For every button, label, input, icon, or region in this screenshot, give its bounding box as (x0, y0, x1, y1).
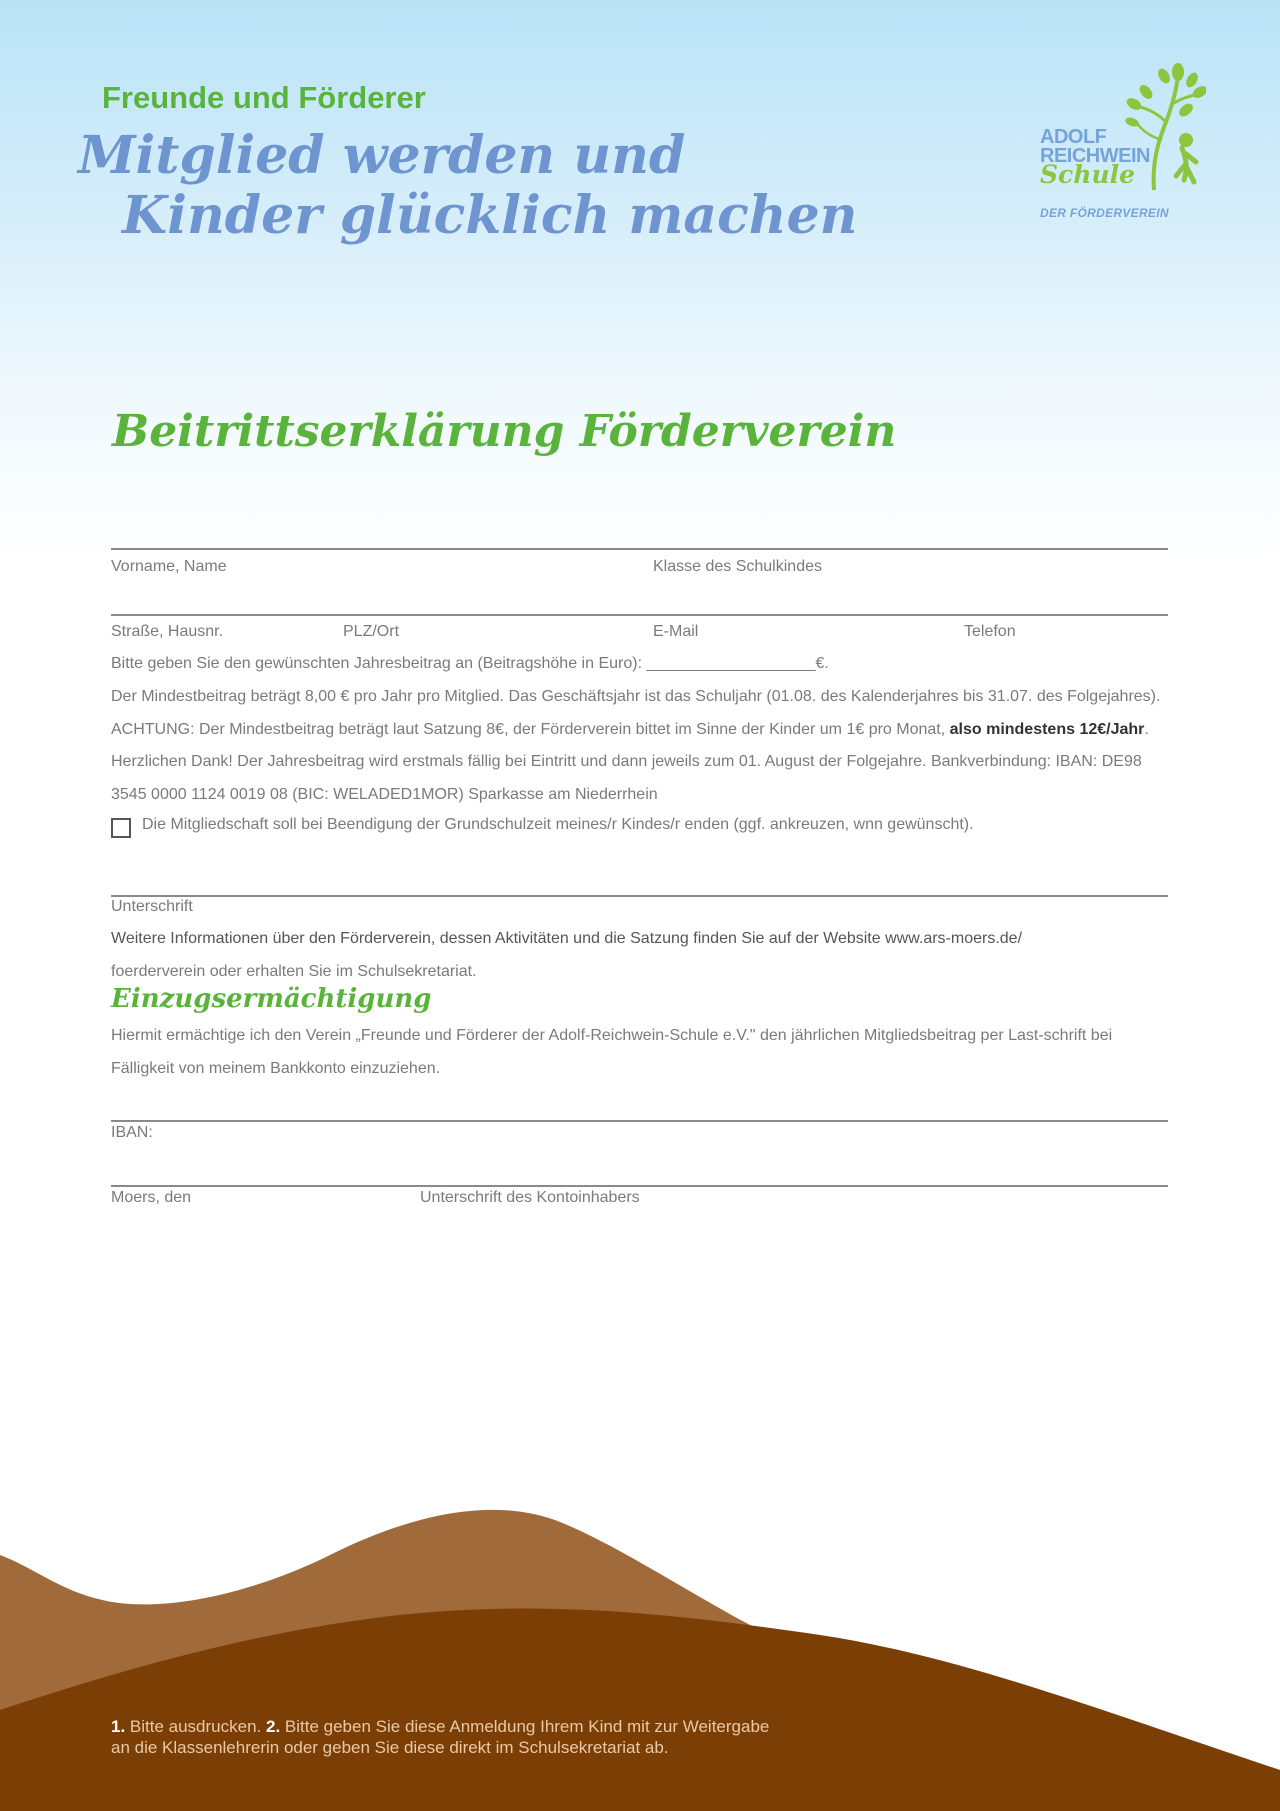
info-bold: also mindestens 12€/Jahr (949, 720, 1145, 738)
step-1-text: Bitte ausdrucken. (125, 1717, 266, 1736)
step-2-number: 2. (266, 1717, 281, 1736)
class-label: Klasse des Schulkindes (653, 558, 822, 575)
address-line[interactable] (111, 614, 1168, 616)
logo-subtitle: DER FÖRDERVEREIN (1040, 206, 1169, 220)
mandate-title: Einzugsermächtigung (111, 984, 432, 1014)
name-class-line[interactable] (111, 548, 1168, 550)
email-label: E-Mail (653, 623, 699, 640)
logo-line-1: ADOLF (1040, 126, 1107, 148)
step-2-text-b: an die Klassenlehrerin oder geben Sie diese direkt im Schulsekretariat ab. (111, 1738, 669, 1757)
zip-city-label: PLZ/Ort (343, 623, 400, 640)
signature-label: Unterschrift (111, 898, 193, 915)
iban-label: IBAN: (111, 1124, 153, 1141)
street-label: Straße, Hausnr. (111, 623, 224, 640)
website-info (111, 923, 1171, 988)
form-title: Beitrittserklärung Förderverein (112, 406, 897, 457)
step-2-text-a: Bitte geben Sie diese Anmeldung Ihrem Kind mit zur Weitergabe (280, 1717, 770, 1736)
kicker-title: Freunde und Förderer (102, 80, 426, 115)
place-date-label: Moers, den (111, 1189, 192, 1206)
iban-line[interactable] (111, 1120, 1168, 1122)
mandate-text: Hiermit ermächtige ich den Verein „Freunde und Förderer der Adolf-Reichwein-Schule e.V." den jährlichen Mitgliedsbeitrag per Last-schrift bei Fälligkeit von meinem Bankkonto einzuziehen. (111, 1027, 1113, 1077)
website-text-2: foerderverein oder erhalten Sie im Schulsekretariat. (111, 962, 477, 980)
step-1-number: 1. (111, 1717, 126, 1736)
signature-line[interactable] (111, 895, 1168, 897)
page-headline (78, 126, 857, 246)
end-membership-checkbox[interactable] (111, 818, 131, 838)
account-holder-signature-label: Unterschrift des Kontoinhabers (420, 1189, 640, 1206)
info-text-1: Der Mindestbeitrag beträgt 8,00 € pro Jahr pro Mitglied. Das Geschäftsjahr ist das Schuljahr (01.08. des Kalenderjahres bis 31.07. des Folgejahres). ACHTUNG: Der Mindestbeitrag beträgt laut Satzung 8€, der Förderverein bittet im Sinne der Kinder um 1€ pro Monat, (111, 688, 1161, 738)
headline-line-2: Kinder glücklich machen (122, 185, 858, 246)
name-label: Vorname, Name (111, 558, 227, 575)
info-text-2: . Herzlichen Dank! Der Jahresbeitrag wird erstmals fällig bei Eintritt und dann jeweils zum 01. August der Folgejahre. Bankverbindung: IBAN: DE98 3545 0000 1124 0019 08 (BIC: WELADED1MOR) Sparkasse am Niederrhein (111, 720, 1149, 803)
logo-line-2: REICHWEIN (1040, 145, 1150, 167)
phone-label: Telefon (964, 623, 1016, 640)
website-text-1: Weitere Informationen über den Förderverein, dessen Aktivitäten und die Satzung finden Sie auf der Website www.ars-moers.de/ (111, 930, 1023, 947)
school-logo (1036, 62, 1206, 232)
checkbox-label: Die Mitgliedschaft soll bei Beendigung der Grundschulzeit meines/r Kindes/r enden (ggf. ankreuzen, wnn gewünscht). (142, 816, 974, 833)
footer-instructions (111, 1716, 769, 1758)
contribution-prompt: Bitte geben Sie den gewünschten Jahresbeitrag an (Beitragshöhe in Euro): ___________________€. (111, 655, 829, 672)
logo-line-3: Schule (1040, 160, 1136, 189)
account-signature-line[interactable] (111, 1185, 1168, 1187)
headline-line-1: Mitglied werden und (78, 125, 686, 186)
membership-info (111, 681, 1171, 811)
hills-illustration (0, 1500, 1280, 1811)
